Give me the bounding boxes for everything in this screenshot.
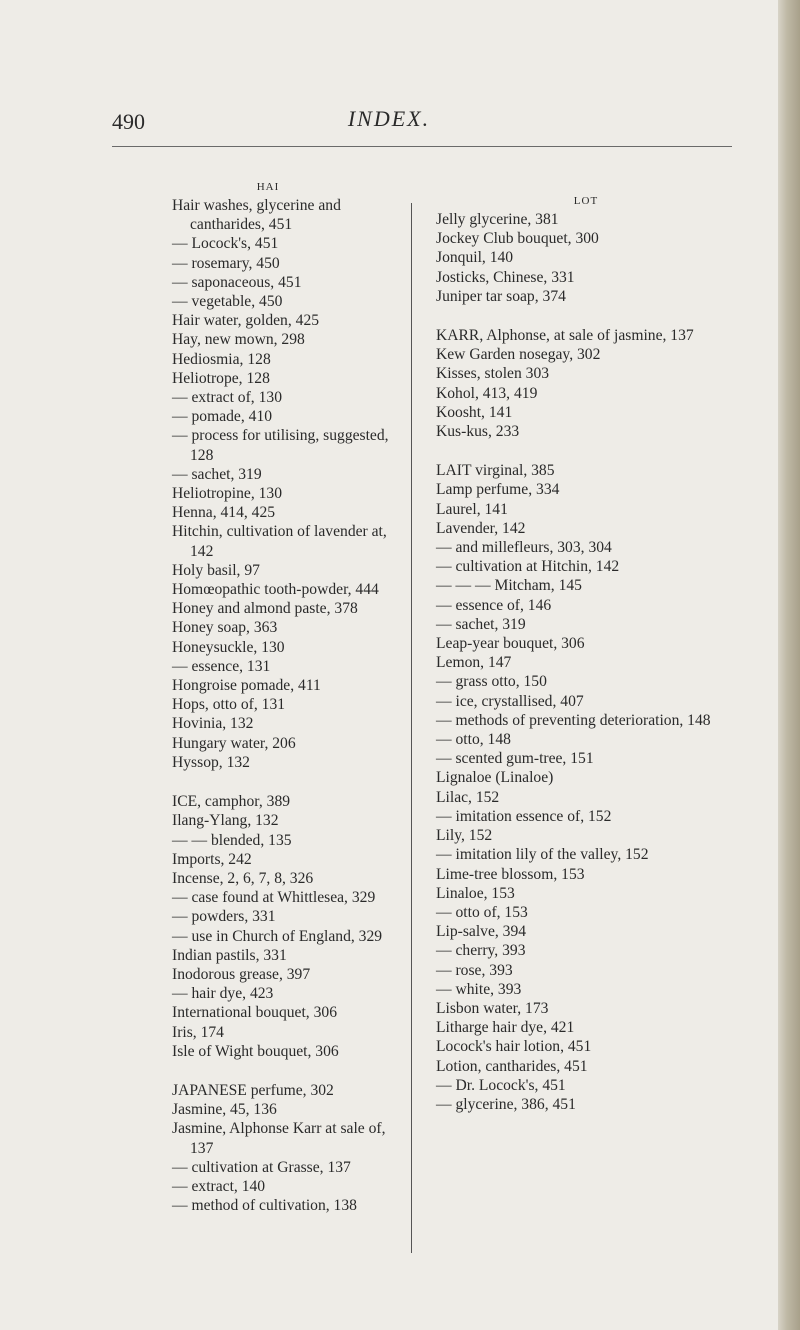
section-gap — [436, 441, 736, 461]
running-head: INDEX. — [347, 106, 431, 131]
index-entry: — grass otto, 150 — [436, 673, 547, 691]
index-entry: Leap-year bouquet, 306 — [436, 635, 585, 653]
index-entry: — essence, 131 — [172, 657, 271, 675]
header-rule — [112, 146, 732, 147]
index-entry: Hyssop, 132 — [172, 753, 250, 771]
index-entry: — essence of, 146 — [436, 596, 552, 614]
index-entry: Honeysuckle, 130 — [172, 638, 285, 656]
section-gap — [436, 306, 736, 326]
index-entry: Indian pastils, 331 — [172, 946, 287, 964]
index-entry: Kew Garden nosegay, 302 — [436, 346, 601, 364]
section-gap — [172, 772, 404, 792]
index-entry: — process for utilising, suggested, 128 — [172, 427, 389, 464]
index-entry: — Locock's, 451 — [172, 235, 279, 253]
index-entry: — pomade, 410 — [172, 408, 273, 426]
index-entry: — cultivation at Grasse, 137 — [172, 1158, 351, 1176]
index-entry: Isle of Wight bouquet, 306 — [172, 1042, 339, 1060]
index-entry: Lavender, 142 — [436, 519, 526, 537]
index-entry: Lilac, 152 — [436, 788, 500, 806]
index-entry: — saponaceous, 451 — [172, 273, 302, 291]
index-entry: Koosht, 141 — [436, 403, 513, 421]
index-entry: Lily, 152 — [436, 827, 493, 845]
index-entry: Henna, 414, 425 — [172, 504, 276, 522]
index-entry: KARR, Alphonse, at sale of jasmine, 137 — [436, 327, 694, 345]
index-entry: — sachet, 319 — [436, 615, 526, 633]
index-entry: — otto, 148 — [436, 731, 511, 749]
index-entry: Hair washes, glycerine and cantharides, 451 — [172, 197, 341, 234]
index-entry: International bouquet, 306 — [172, 1004, 337, 1022]
index-entry: Lemon, 147 — [436, 654, 512, 672]
index-entry: Hongroise pomade, 411 — [172, 677, 321, 695]
index-entry: Hay, new mown, 298 — [172, 331, 305, 349]
index-entry: — cultivation at Hitchin, 142 — [436, 558, 620, 576]
index-entry: — otto of, 153 — [436, 903, 528, 921]
index-entry: JAPANESE perfume, 302 — [172, 1081, 334, 1099]
index-entry: — cherry, 393 — [436, 942, 526, 960]
left-entries — [172, 196, 404, 1215]
index-entry: Holy basil, 97 — [172, 561, 260, 579]
index-entry: Honey soap, 363 — [172, 619, 278, 637]
index-entry: — hair dye, 423 — [172, 985, 274, 1003]
index-entry: — rosemary, 450 — [172, 254, 280, 272]
index-entry: Juniper tar soap, 374 — [436, 287, 566, 305]
index-entry: Incense, 2, 6, 7, 8, 326 — [172, 869, 314, 887]
index-entry: — and millefleurs, 303, 304 — [436, 539, 612, 557]
index-entry: — case found at Whittlesea, 329 — [172, 889, 376, 907]
index-entry: Kus-kus, 233 — [436, 423, 520, 441]
index-entry: Kisses, stolen 303 — [436, 365, 550, 383]
index-entry: — rose, 393 — [436, 961, 513, 979]
index-entry: Jockey Club bouquet, 300 — [436, 230, 599, 248]
index-entry: — methods of preventing deterioration, 148 — [436, 711, 711, 729]
index-entry: Lisbon water, 173 — [436, 999, 549, 1017]
section-gap — [172, 1061, 404, 1081]
index-entry: — imitation lily of the valley, 152 — [436, 846, 649, 864]
index-entry: Jasmine, Alphonse Karr at sale of, 137 — [172, 1120, 386, 1157]
index-entry: — extract of, 130 — [172, 389, 282, 407]
left-guide-word: HAI — [256, 181, 280, 193]
page-number: 490 — [112, 109, 145, 134]
index-entry: Imports, 242 — [172, 850, 252, 868]
index-entry: Hovinia, 132 — [172, 715, 254, 733]
index-entry: Homœopathic tooth-powder, 444 — [172, 581, 379, 599]
index-entry: LAIT virginal, 385 — [436, 462, 555, 480]
index-entry: — method of cultivation, 138 — [172, 1197, 357, 1215]
index-entry: — imitation essence of, 152 — [436, 807, 612, 825]
index-entry: Josticks, Chinese, 331 — [436, 268, 575, 286]
index-entry: Jonquil, 140 — [436, 249, 514, 267]
index-entry: Locock's hair lotion, 451 — [436, 1038, 592, 1056]
index-entry: — sachet, 319 — [172, 465, 262, 483]
index-entry: Heliotrope, 128 — [172, 369, 270, 387]
index-entry: — — blended, 135 — [172, 831, 292, 849]
index-entry: Hair water, golden, 425 — [172, 312, 320, 330]
index-entry: Lignaloe (Linaloe) — [436, 769, 554, 787]
left-column — [172, 178, 404, 1215]
index-entry: Litharge hair dye, 421 — [436, 1019, 575, 1037]
index-entry: — ice, crystallised, 407 — [436, 692, 584, 710]
right-column — [436, 178, 736, 1114]
index-entry: Heliotropine, 130 — [172, 485, 283, 503]
index-entry: Iris, 174 — [172, 1023, 224, 1041]
right-entries — [436, 210, 736, 1114]
index-entry: — use in Church of England, 329 — [172, 927, 383, 945]
index-entry: Linaloe, 153 — [436, 884, 515, 902]
index-entry: — vegetable, 450 — [172, 293, 283, 311]
right-guide-word: LOT — [573, 195, 599, 207]
index-entry: Lip-salve, 394 — [436, 923, 527, 941]
page-edge — [778, 0, 800, 1330]
index-entry: Inodorous grease, 397 — [172, 965, 311, 983]
column-divider — [411, 203, 412, 1253]
index-entry: — powders, 331 — [172, 908, 276, 926]
index-entry: Laurel, 141 — [436, 500, 508, 518]
index-entry: — white, 393 — [436, 980, 522, 998]
index-entry: Lotion, cantharides, 451 — [436, 1057, 588, 1075]
index-entry: — glycerine, 386, 451 — [436, 1095, 576, 1113]
index-entry: — scented gum-tree, 151 — [436, 750, 594, 768]
index-entry: Kohol, 413, 419 — [436, 384, 538, 402]
index-entry: Honey and almond paste, 378 — [172, 600, 358, 618]
index-entry: Jelly glycerine, 381 — [436, 211, 559, 228]
index-entry: Jasmine, 45, 136 — [172, 1101, 277, 1119]
index-entry: — extract, 140 — [172, 1177, 266, 1195]
index-entry: Ilang-Ylang, 132 — [172, 812, 279, 830]
index-entry: — Dr. Locock's, 451 — [436, 1076, 566, 1094]
index-entry: Hitchin, cultivation of lavender at, 142 — [172, 523, 387, 560]
index-entry: Lamp perfume, 334 — [436, 481, 560, 499]
index-entry: — — — Mitcham, 145 — [436, 577, 582, 595]
index-entry: Hungary water, 206 — [172, 734, 296, 752]
index-entry: Hediosmia, 128 — [172, 350, 271, 368]
index-entry: ICE, camphor, 389 — [172, 793, 291, 811]
index-entry: Hops, otto of, 131 — [172, 696, 286, 714]
index-entry: Lime-tree blossom, 153 — [436, 865, 585, 883]
